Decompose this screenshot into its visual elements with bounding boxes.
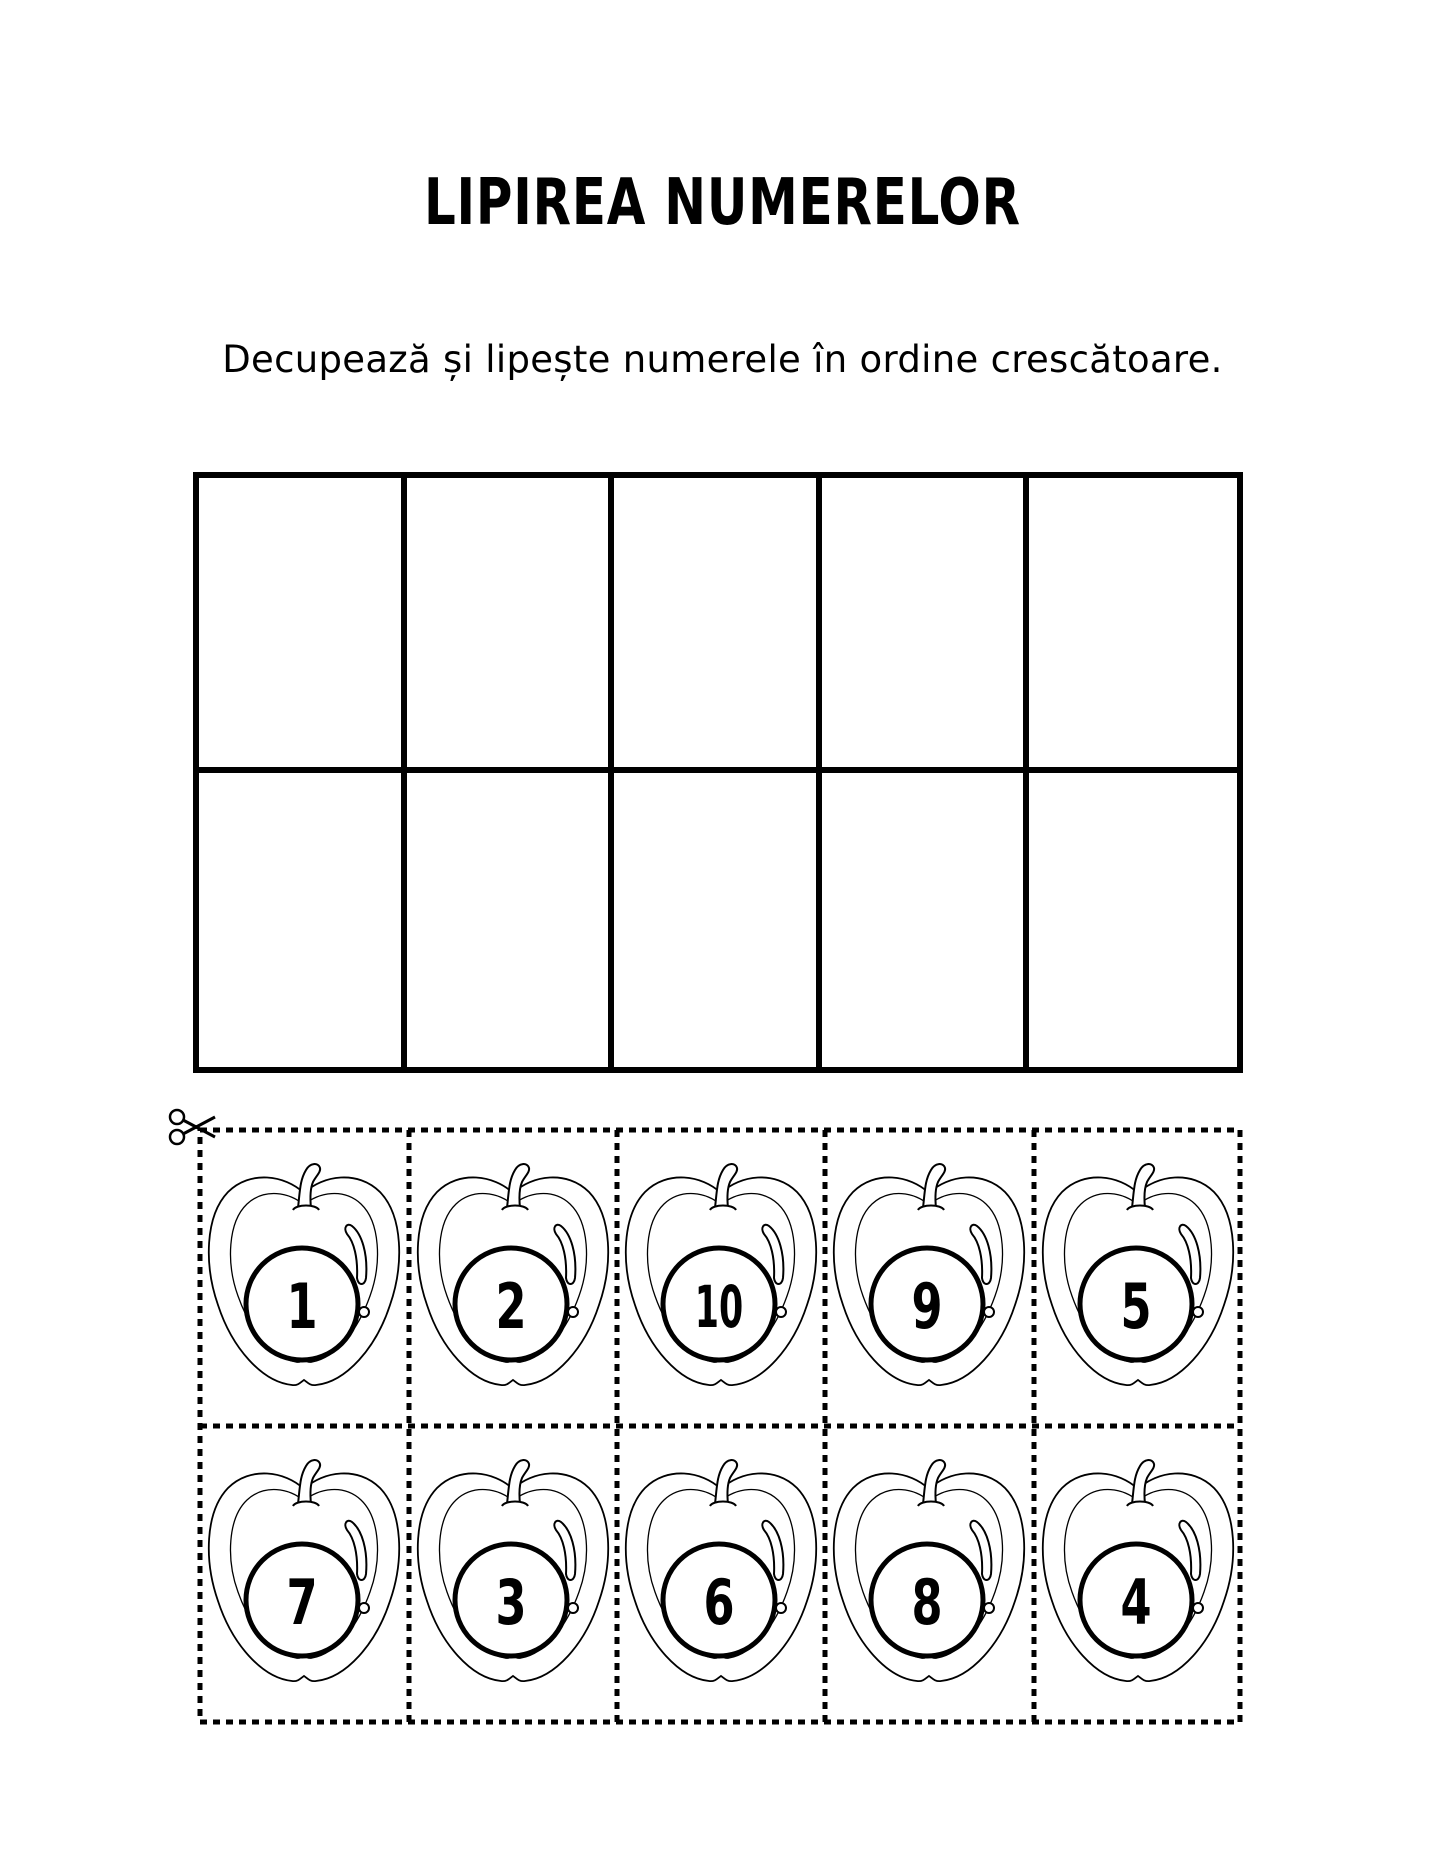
number-card[interactable]: [409, 1130, 618, 1429]
paste-grid: [193, 472, 1243, 1073]
card-number: 10: [694, 1273, 744, 1341]
number-card[interactable]: [1034, 1426, 1243, 1725]
paste-cell: [407, 478, 615, 773]
paste-cell: [822, 478, 1030, 773]
number-card[interactable]: [409, 1426, 618, 1725]
paste-cell: [1029, 478, 1237, 773]
card-number: 4: [1120, 1566, 1152, 1639]
number-card[interactable]: [200, 1426, 409, 1725]
number-card[interactable]: [825, 1426, 1034, 1725]
card-number: 1: [286, 1270, 318, 1343]
paste-cell: [614, 478, 822, 773]
card-number: 6: [703, 1566, 735, 1639]
number-card[interactable]: [617, 1426, 826, 1725]
paste-cell: [407, 773, 615, 1068]
number-card[interactable]: [1034, 1130, 1243, 1429]
worksheet-title: LIPIREA NUMERELOR: [423, 166, 1021, 240]
paste-cell: [822, 773, 1030, 1068]
card-number: 9: [911, 1270, 943, 1343]
card-number: 8: [911, 1566, 943, 1639]
paste-cell: [199, 773, 407, 1068]
card-number: 5: [1120, 1270, 1152, 1343]
card-number: 2: [495, 1270, 527, 1343]
card-number: 3: [495, 1566, 527, 1639]
paste-cell: [1029, 773, 1237, 1068]
cut-out-grid: [197, 1127, 1243, 1725]
number-card[interactable]: [825, 1130, 1034, 1429]
card-number: 7: [286, 1566, 318, 1639]
paste-cell: [614, 773, 822, 1068]
number-card[interactable]: [200, 1130, 409, 1429]
paste-cell: [199, 478, 407, 773]
worksheet-instruction: Decupează și lipește numerele în ordine crescătoare.: [222, 338, 1223, 381]
number-card[interactable]: [617, 1130, 826, 1429]
